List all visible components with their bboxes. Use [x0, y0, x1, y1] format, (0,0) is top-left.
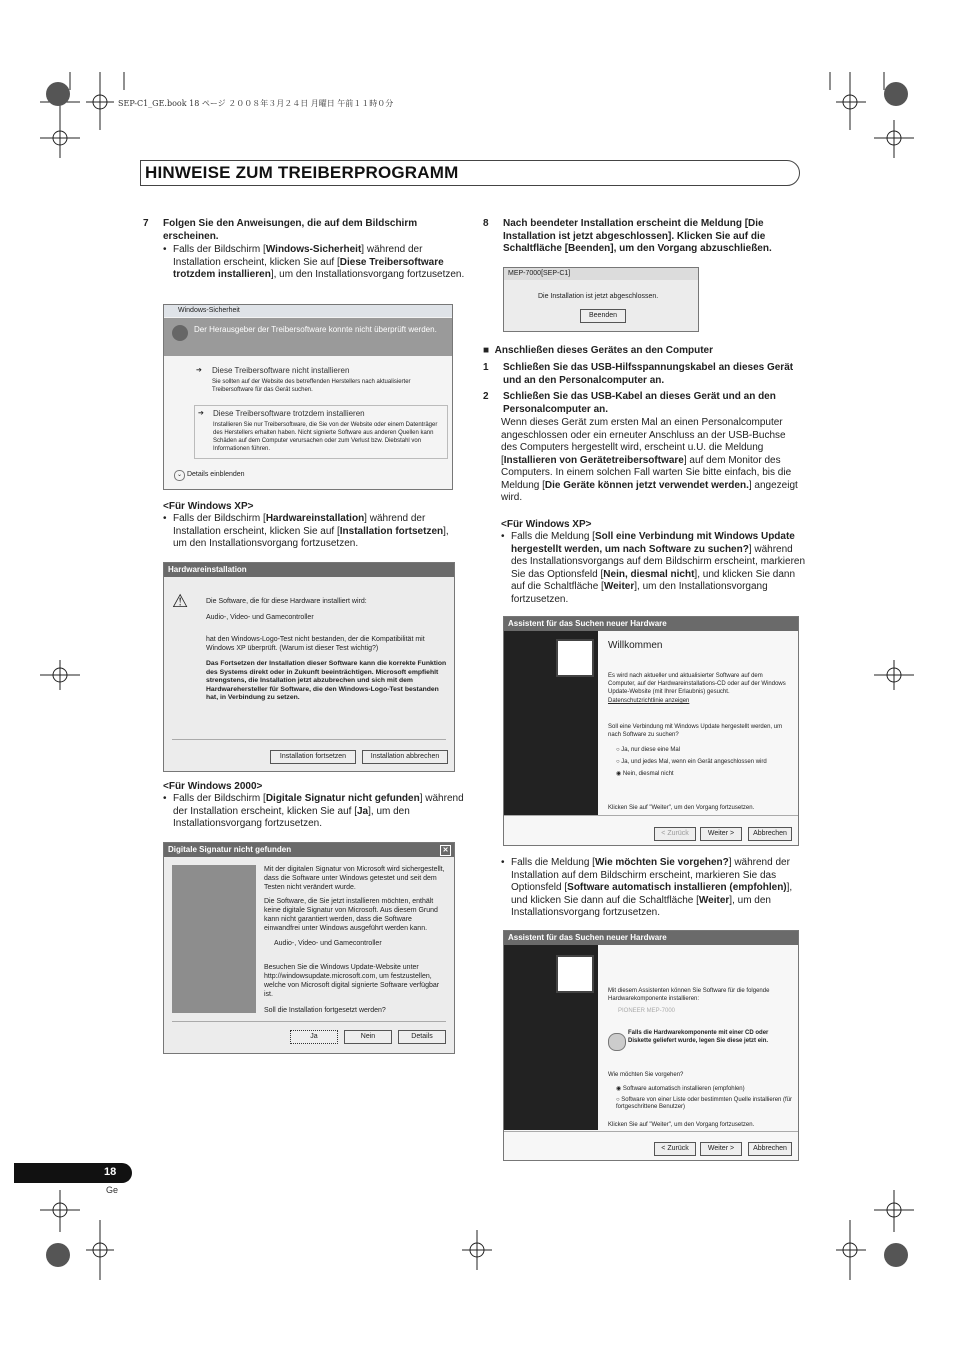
screenshot-windows-security: [163, 304, 453, 490]
windows-xp-heading: <Für Windows XP>: [163, 501, 254, 512]
warning-text: Der Herausgeber der Treibersoftware konnte nicht überprüft werden.: [194, 325, 437, 334]
signature-text-2: Die Software, die Sie jetzt installieren möchten, enthält keine digitale Signatur von Microsoft. Aus diesem Grund kann nicht garantiert werden, dass die Software einwandfrei unter Windows ausgeführt werden kann.: [264, 898, 438, 932]
continue-hint: Klicken Sie auf "Weiter", um den Vorgang fortzusetzen.: [608, 1122, 755, 1128]
bullet-windows-security: • Falls der Bildschirm [Windows-Sicherheit] während der Installation erscheint, klicken Sie auf [Diese Treibersoftware trotzdem installieren], um den Installationsvorgang fortzusetzen.: [163, 244, 465, 282]
step-1: [483, 362, 798, 387]
arrow-icon: ➔: [196, 367, 202, 374]
bullet-how-to-proceed: • Falls die Meldung [Wie möchten Sie vorgehen?] während der Installation auf dem Bildschirm erscheint, markieren Sie das Optionsfeld [Software automatisch installieren (empfohlen)], und klicken Sie dann auf die Schaltfläche [Weiter], um den Installationsvorgang fortzusetzen.: [501, 857, 809, 920]
page-title-band: [140, 160, 800, 186]
device-name: PIONEER MEP-7000: [618, 1008, 676, 1014]
bullet-hardware-installation: • Falls der Bildschirm [Hardwareinstallation] während der Installation erscheint, klicken Sie auf [Installation fortsetzen], um den Installationsvorgang fortzusetzen.: [163, 513, 465, 551]
step-text: Nach beendeter Installation erscheint die Meldung [Die Installation ist jetzt abgeschlossen]. Klicken Sie auf die Schaltfläche [Beenden], um den Vorgang abzuschließen.: [503, 218, 772, 254]
insert-cd-text: Falls die Hardwarekomponente mit einer CD oder Diskette geliefert wurde, legen Sie diese jetzt ein.: [628, 1030, 769, 1044]
window-title: Assistent für das Suchen neuer Hardware: [504, 617, 798, 631]
step-number: 1: [483, 362, 489, 373]
option-dont-install[interactable]: ➔ Diese Treibersoftware nicht installieren Sie sollten auf der Website des betreffenden Herstellers nach aktualisierter Treibersoftware für das Gerät suchen.: [196, 366, 411, 393]
no-button[interactable]: Nein: [344, 1030, 392, 1044]
section-heading: ■ Anschließen dieses Gerätes an den Computer: [483, 345, 714, 356]
step-text: Schließen Sie das USB-Hilfsspannungskabel an dieses Gerät und an den Personalcomputer an.: [503, 362, 794, 386]
warning-bold-text: Das Fortsetzen der Installation dieser Software kann die korrekte Funktion des Systems direkt oder in Zukunft beeinträchtigen. Microsoft empfiehlt strengstens, die Installation jetzt abzubrechen und sich mit dem Hardwarehersteller für Software, die den Windows-Logo-Test bestanden hat, in Verbindung zu setzen.: [206, 660, 447, 701]
welcome-text: Es wird nach aktueller und aktualisierter Software auf dem Computer, auf der Hardwareinstallations-CD oder auf der Windows Update-Website (mit Ihrer Erlaubnis) gesucht.: [608, 673, 786, 695]
window-title: Windows-Sicherheit: [164, 305, 452, 317]
back-button[interactable]: < Zurück: [654, 1142, 696, 1156]
step-8: [483, 218, 798, 256]
privacy-link[interactable]: Datenschutzrichtlinie anzeigen: [608, 698, 690, 704]
square-bullet-icon: ■: [483, 345, 490, 356]
step-7: [143, 218, 463, 243]
radio-list-install[interactable]: ○ Software von einer Liste oder bestimmten Quelle installieren (für fortgeschrittene Benutzer): [616, 1097, 793, 1110]
window-title: Digitale Signatur nicht gefunden ✕: [164, 843, 454, 857]
device-name: Audio-, Video- und Gamecontroller: [274, 940, 382, 947]
signature-illustration-icon: [172, 865, 256, 1013]
device-name: Audio-, Video- und Gamecontroller: [206, 614, 314, 621]
continue-question: Soll die Installation fortgesetzt werden?: [264, 1007, 386, 1014]
signature-text-1: Mit der digitalen Signatur von Microsoft wird sichergestellt, dass die Software unter Windows getestet und seit dem Testen nicht verändert wurde.: [264, 866, 445, 891]
back-button[interactable]: < Zurück: [654, 827, 696, 841]
page-number: 18: [104, 1166, 117, 1178]
page-language: Ge: [106, 1185, 119, 1195]
window-title: MEP-7000[SEP-C1]: [504, 268, 698, 280]
arrow-icon: ➔: [198, 410, 204, 417]
page-title: HINWEISE ZUM TREIBERPROGRAMM: [145, 163, 459, 182]
next-button[interactable]: Weiter >: [700, 827, 742, 841]
hardware-icon: [556, 955, 594, 993]
windows-xp-heading-right: <Für Windows XP>: [501, 519, 592, 530]
screenshot-installation-complete: [503, 267, 699, 332]
window-title: Hardwareinstallation: [164, 563, 454, 577]
cancel-button[interactable]: Abbrechen: [748, 827, 792, 841]
step-number: 7: [143, 218, 149, 229]
cd-icon: [608, 1033, 626, 1051]
chevron-down-icon: ⌄: [174, 470, 185, 481]
bullet-digital-signature: • Falls der Bildschirm [Digitale Signatur nicht gefunden] während der Installation erscheint, klicken Sie auf [Ja], um den Installationsvorgang fortzusetzen.: [163, 793, 469, 831]
next-button[interactable]: Weiter >: [700, 1142, 742, 1156]
continue-installation-button[interactable]: Installation fortsetzen: [270, 750, 356, 764]
software-label: Die Software, die für diese Hardware installiert wird:: [206, 598, 367, 605]
screenshot-found-new-hardware-install: [503, 930, 799, 1161]
details-button[interactable]: Details: [398, 1030, 446, 1044]
radio-no-not-now[interactable]: ◉ Nein, diesmal nicht: [616, 771, 674, 777]
warning-icon: ⚠: [172, 591, 189, 611]
windows-2000-heading: <Für Windows 2000>: [163, 781, 263, 792]
step-2-paragraph: Wenn dieses Gerät zum ersten Mal an einen Personalcomputer angeschlossen oder ein erneuter Anschluss an der USB-Buchse des Computers hergestellt wird, erscheint u.U. die Meldung [Installieren von Gerätetreibersoftware] auf dem Monitor des Computers. In einem solchen Fall warten Sie bitte einfach, bis die Meldung [Die Geräte können jetzt verwendet werden.] angezeigt wird.: [501, 417, 798, 503]
radio-yes-once[interactable]: ○ Ja, nur diese eine Mal: [616, 747, 680, 753]
complete-message: Die Installation ist jetzt abgeschlossen.: [538, 293, 659, 300]
close-icon[interactable]: ✕: [440, 845, 451, 856]
cancel-installation-button[interactable]: Installation abbrechen: [362, 750, 448, 764]
proceed-question: Wie möchten Sie vorgehen?: [608, 1072, 684, 1078]
screenshot-hardware-installation: [163, 562, 455, 772]
bullet-windows-update: • Falls die Meldung [Soll eine Verbindung mit Windows Update hergestellt werden, um nach Software zu suchen?] während des Installationsvorgangs auf dem Bildschirm erscheint, markieren Sie das Optionsfeld [Nein, diesmal nicht], und klicken Sie dann auf die Schaltfläche [Weiter], um den Installationsvorgang fortzusetzen.: [501, 531, 809, 606]
logo-test-text: hat den Windows-Logo-Test nicht bestanden, der die Kompatibilität mit Windows XP überprüft. (Warum ist dieser Test wichtig?): [206, 636, 425, 652]
window-title: Assistent für das Suchen neuer Hardware: [504, 931, 798, 945]
screenshot-digital-signature: [163, 842, 455, 1054]
update-question: Soll eine Verbindung mit Windows Update hergestellt werden, um nach Software zu suchen?: [608, 724, 783, 738]
wizard-intro: Mit diesem Assistenten können Sie Software für die folgende Hardwarekomponente installieren:: [608, 988, 770, 1002]
yes-button[interactable]: Ja: [290, 1030, 338, 1044]
radio-auto-install[interactable]: ◉ Software automatisch installieren (empfohlen): [616, 1086, 745, 1092]
radio-yes-always[interactable]: ○ Ja, und jedes Mal, wenn ein Gerät angeschlossen wird: [616, 759, 767, 765]
step-number: 8: [483, 218, 489, 229]
welcome-heading: Willkommen: [608, 640, 663, 651]
step-number: 2: [483, 391, 489, 402]
windows-update-text: Besuchen Sie die Windows Update-Website unter http://windowsupdate.microsoft.com, um festzustellen, welche von Microsoft digital signierte Software verfügbar ist.: [264, 964, 440, 998]
screenshot-found-new-hardware-welcome: [503, 616, 799, 846]
step-text: Folgen Sie den Anweisungen, die auf dem Bildschirm erscheinen.: [163, 218, 418, 242]
option-install-anyway[interactable]: ➔ Diese Treibersoftware trotzdem installieren Installieren Sie nur Treibersoftware, die Sie von der Website oder einem Datenträger des Herstellers erhalten haben. Nicht signierte Software aus anderen Quellen kann Schäden auf dem Computer verursachen oder zum Verlust bzw. Diebstahl von Informationen führen.: [194, 405, 448, 459]
shield-warning-icon: [172, 325, 188, 341]
continue-hint: Klicken Sie auf "Weiter", um den Vorgang fortzusetzen.: [608, 805, 755, 811]
cancel-button[interactable]: Abbrechen: [748, 1142, 792, 1156]
step-2: [483, 391, 798, 416]
step-text: Schließen Sie das USB-Kabel an dieses Gerät und an den Personalcomputer an.: [503, 391, 776, 415]
details-toggle[interactable]: ⌄ Details einblenden: [174, 470, 245, 481]
hardware-icon: [556, 639, 594, 677]
finish-button[interactable]: Beenden: [580, 309, 626, 323]
print-header-meta: SEP-C1_GE.book 18 ページ ２００８年３月２４日 月曜日 午前１１時０分: [118, 99, 394, 108]
